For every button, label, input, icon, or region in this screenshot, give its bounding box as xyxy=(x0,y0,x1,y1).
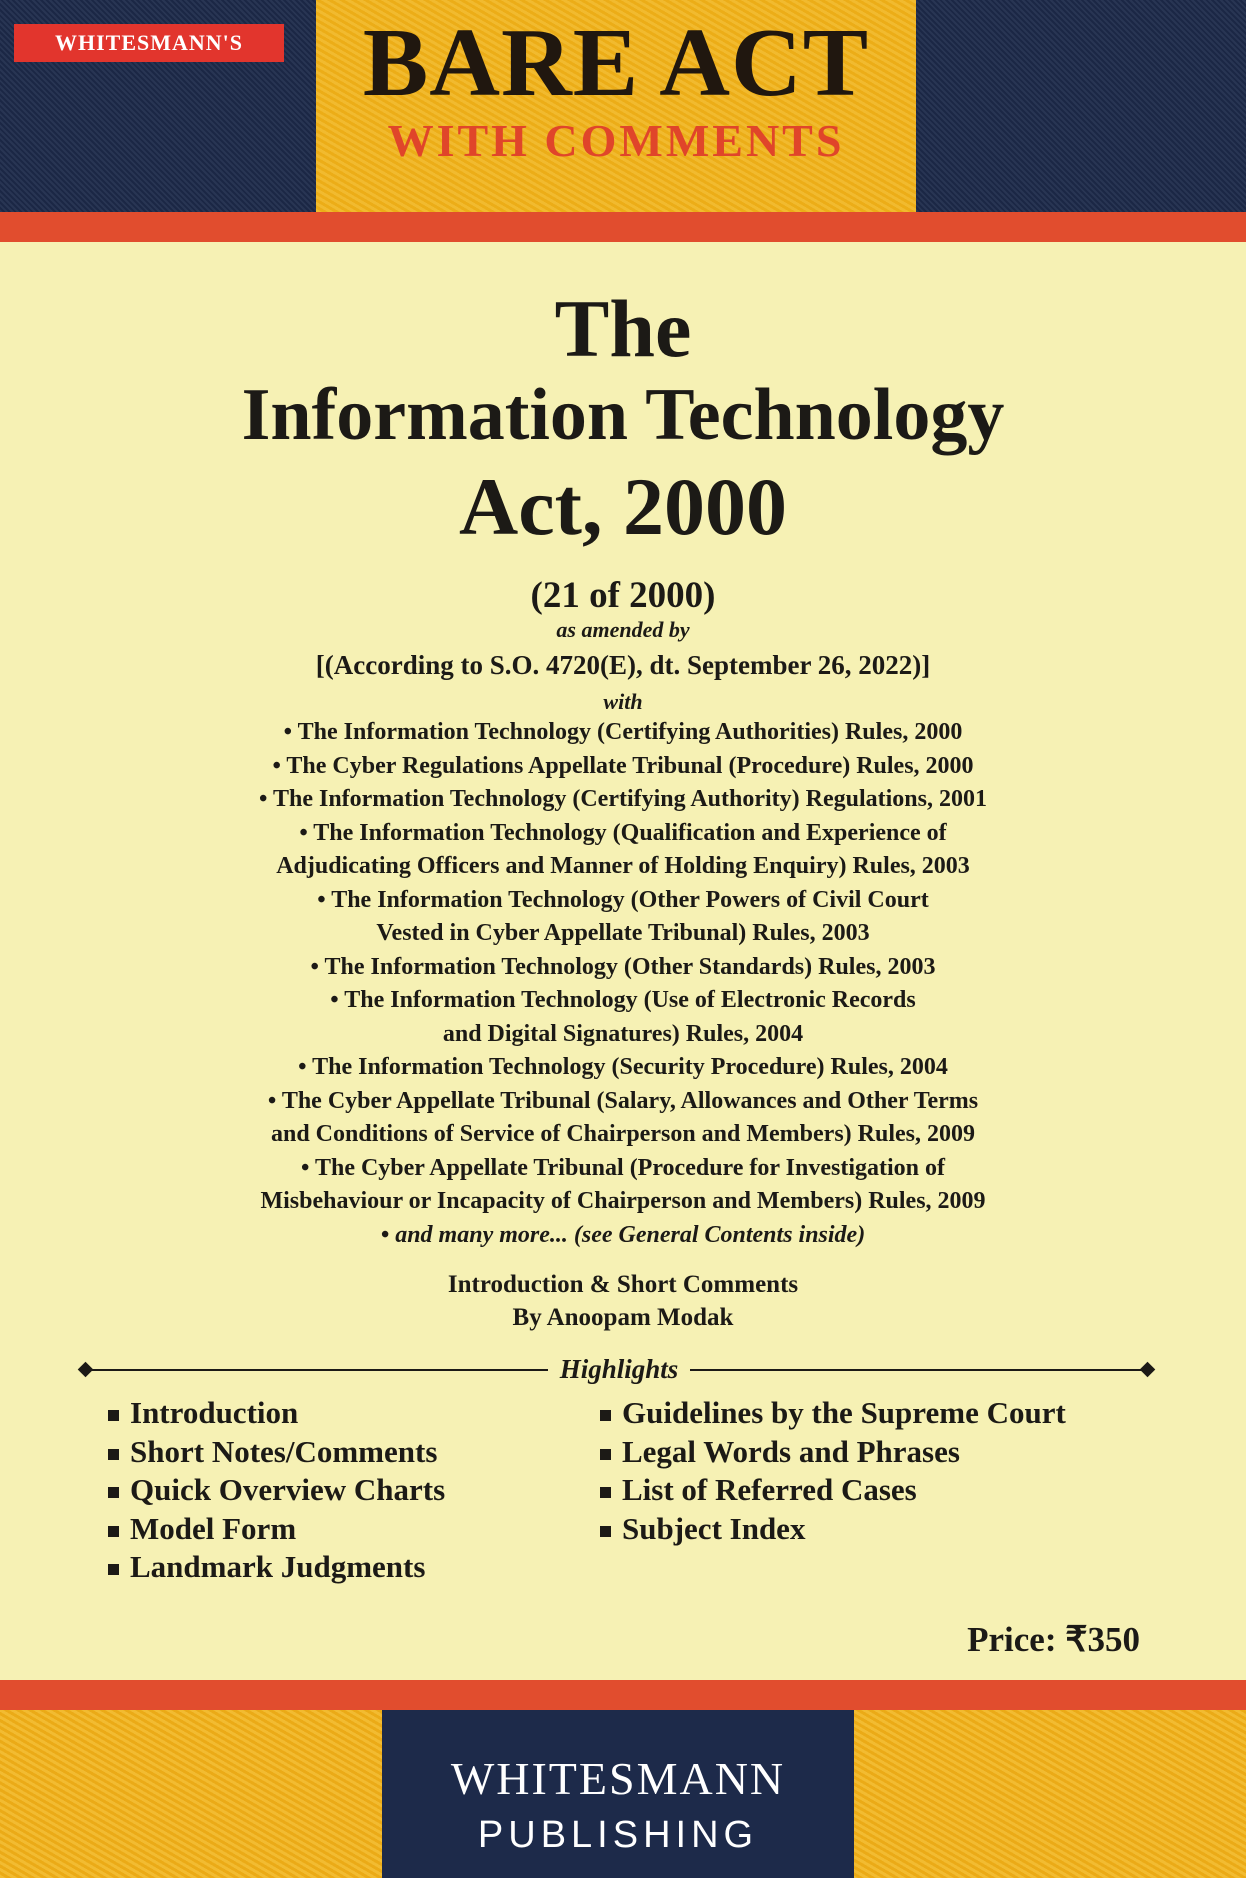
publisher-tag: WHITESMANN'S xyxy=(14,24,284,62)
amendment-reference: [(According to S.O. 4720(E), dt. September 26, 2022)] xyxy=(315,650,931,680)
publisher-name: WHITESMANN xyxy=(450,1753,786,1804)
with-label: with xyxy=(603,689,643,714)
rules-list-item: • The Information Technology (Certifying Authorities) Rules, 2000 xyxy=(283,719,963,745)
highlight-item: Subject Index xyxy=(600,1510,1066,1549)
rules-list-item: Vested in Cyber Appellate Tribunal) Rules, 2003 xyxy=(376,920,870,946)
highlights-divider xyxy=(78,1354,1156,1386)
author-line: By Anoopam Modak xyxy=(512,1304,734,1331)
rules-list-item: • The Information Technology (Other Powers of Civil Court xyxy=(317,886,929,913)
book-title-line-3: Act, 2000 xyxy=(459,461,787,552)
rules-list-item: • The Information Technology (Certifying Authority) Regulations, 2001 xyxy=(259,786,987,812)
highlight-item: Guidelines by the Supreme Court xyxy=(600,1394,1066,1433)
highlight-item: Model Form xyxy=(108,1510,445,1549)
highlight-item: Short Notes/Comments xyxy=(108,1433,445,1472)
book-title-line-1: The xyxy=(554,283,692,374)
highlights-label: Highlights xyxy=(559,1354,679,1384)
rules-list-item: • The Information Technology (Security Procedure) Rules, 2004 xyxy=(298,1054,948,1080)
highlight-item: List of Referred Cases xyxy=(600,1471,1066,1510)
highlights-list-left xyxy=(108,1394,445,1587)
rules-list-item: and Conditions of Service of Chairperson and Members) Rules, 2009 xyxy=(270,1121,975,1147)
rules-list-item: • The Information Technology (Use of Electronic Records xyxy=(330,987,916,1013)
rules-list-item: • The Cyber Appellate Tribunal (Salary, Allowances and Other Terms xyxy=(267,1087,979,1114)
author-credit xyxy=(0,1268,1246,1334)
price-label: Price: ₹350 xyxy=(967,1620,1140,1659)
publisher-subtitle: PUBLISHING xyxy=(477,1814,759,1856)
highlight-item: Introduction xyxy=(108,1394,445,1433)
rules-list xyxy=(0,716,1246,1252)
divider-line xyxy=(690,1369,1146,1371)
more-rules-note: • and many more... (see General Contents inside) xyxy=(380,1221,866,1248)
highlights-list-right xyxy=(600,1394,1066,1548)
rules-list-item: • The Cyber Appellate Tribunal (Procedure for Investigation of xyxy=(301,1154,945,1181)
divider-line xyxy=(90,1369,548,1371)
series-subtitle: WITH COMMENTS xyxy=(387,115,845,166)
intro-line: Introduction & Short Comments xyxy=(447,1271,799,1298)
book-title-line-2: Information Technology xyxy=(241,374,1005,456)
highlight-item: Landmark Judgments xyxy=(108,1548,445,1587)
bottom-red-stripe xyxy=(0,1680,1246,1710)
publisher-logo xyxy=(382,1710,854,1878)
series-title: BARE ACT xyxy=(362,9,870,117)
rules-list-item: and Digital Signatures) Rules, 2004 xyxy=(442,1020,804,1047)
series-title-panel xyxy=(316,0,916,212)
rules-list-item: Adjudicating Officers and Manner of Holding Enquiry) Rules, 2003 xyxy=(276,853,970,879)
rules-list-item: Misbehaviour or Incapacity of Chairperson and Members) Rules, 2009 xyxy=(260,1188,986,1214)
highlight-item: Legal Words and Phrases xyxy=(600,1433,1066,1472)
diamond-icon xyxy=(1140,1362,1156,1378)
rules-list-item: • The Information Technology (Qualification and Experience of xyxy=(299,819,947,846)
highlight-item: Quick Overview Charts xyxy=(108,1471,445,1510)
amended-by: as amended by xyxy=(556,617,690,642)
act-number: (21 of 2000) xyxy=(530,575,716,616)
top-red-stripe xyxy=(0,212,1246,242)
rules-list-item: • The Information Technology (Other Standards) Rules, 2003 xyxy=(310,953,936,980)
rules-list-item: • The Cyber Regulations Appellate Tribunal (Procedure) Rules, 2000 xyxy=(272,752,974,779)
